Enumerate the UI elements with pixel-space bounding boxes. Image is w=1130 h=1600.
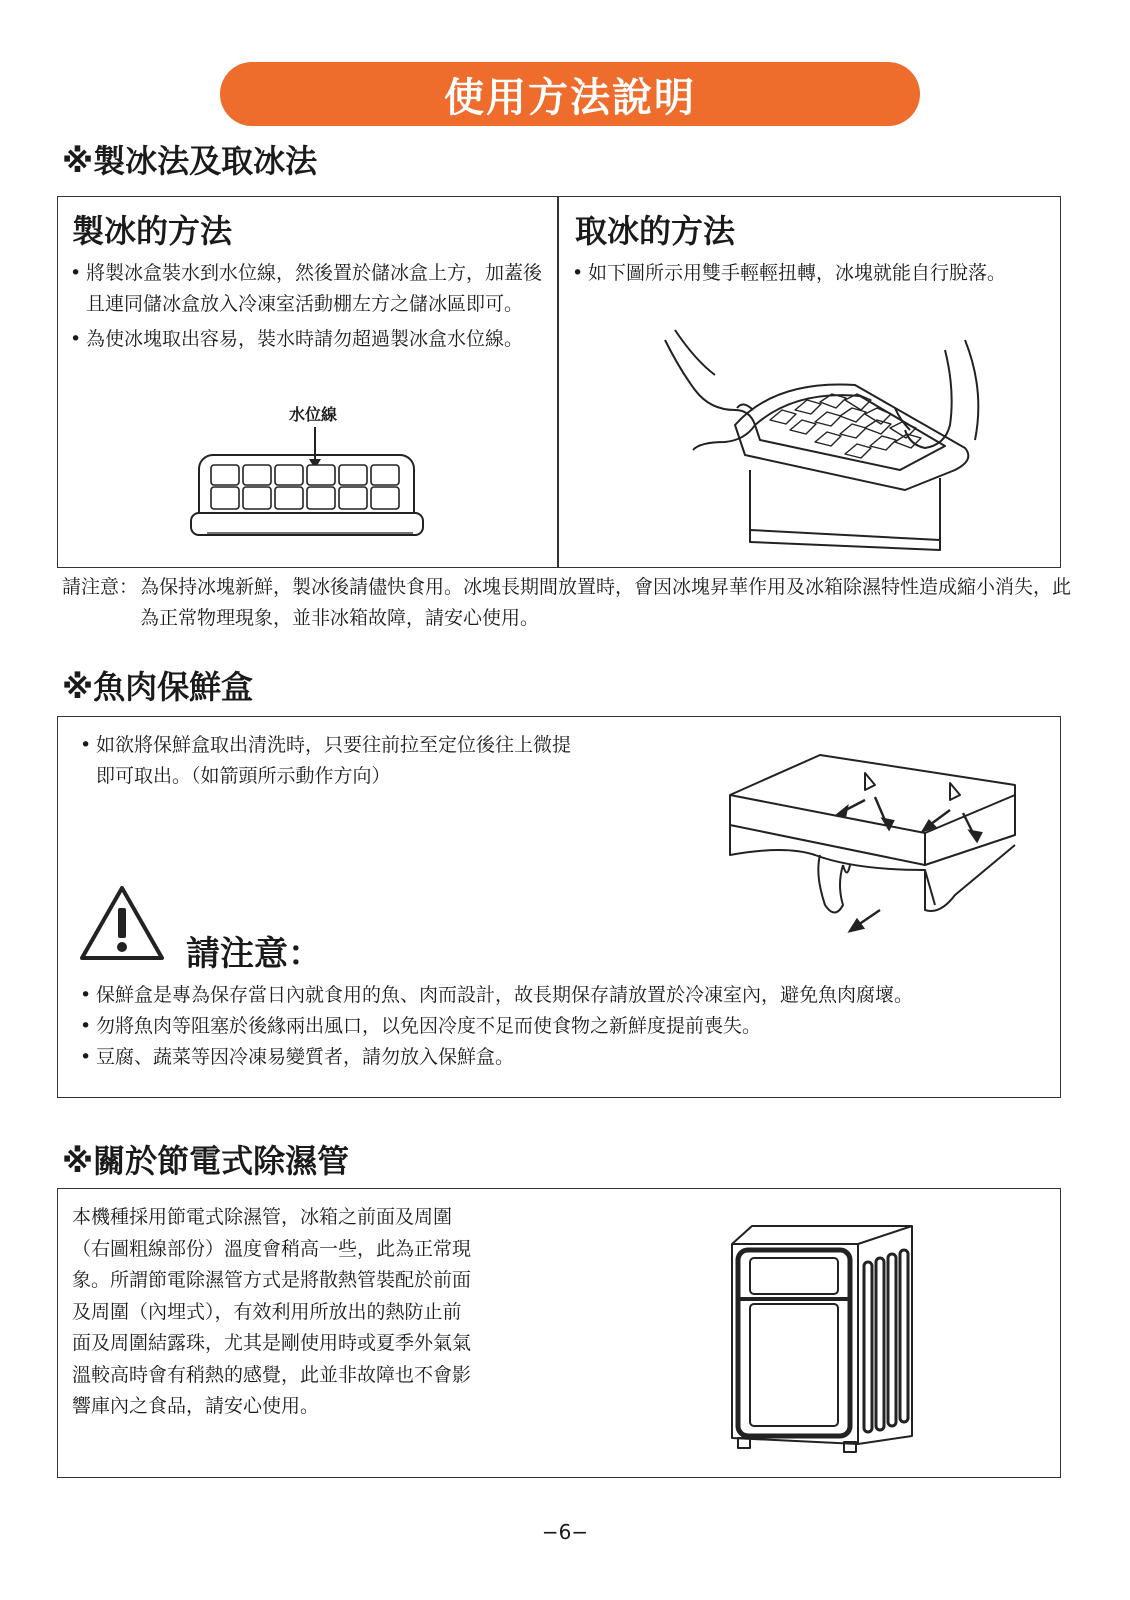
ice-note-label: 請注意： — [62, 576, 139, 598]
take-ice-title: 取冰的方法 — [575, 212, 736, 250]
twist-tray-illustration — [655, 330, 985, 550]
warning-item-2: • 勿將魚肉等阻塞於後緣兩出風口，以免因冷度不足而使食物之新鮮度提前喪失。 — [78, 1011, 1048, 1042]
warning-item-1: • 保鮮盒是專為保存當日內就食用的魚、肉而設計，故長期保存請放置於冷凍室內，避免魚肉腐壞。 — [78, 980, 1048, 1011]
make-ice-bullets — [68, 258, 548, 355]
take-ice-bullets — [570, 258, 1055, 289]
page-banner — [220, 62, 920, 126]
page-title: 使用方法說明 — [444, 74, 696, 121]
fish-bullet-1: • 如欲將保鮮盒取出清洗時，只要往前拉至定位後往上微提即可取出。（如箭頭所示動作方向） — [78, 730, 578, 792]
ice-tray-illustration — [185, 425, 430, 545]
make-ice-bullet-1: • 將製冰盒裝水到水位線，然後置於儲冰盒上方，加蓋後且連同儲冰盒放入冷凍室活動棚左方之儲冰區即可。 — [68, 258, 548, 320]
defrost-text: 本機種採用節電式除濕管，冰箱之前面及周圍（右圖粗線部份）溫度會稍高一些，此為正常現象。所謂節電除濕管方式是將散熱管裝配於前面及周圍（內埋式），有效利用所放出的熱防止前面及周圍結露珠，尤其是剛使用時或夏季外氣氣溫較高時會有稍熱的感覺，此並非故障也不會影響庫內之食品，請安心使用。 — [72, 1206, 472, 1417]
fish-bullets — [78, 730, 578, 792]
warning-title: 請注意： — [186, 934, 322, 974]
fresh-box-illustration — [725, 745, 1025, 935]
section-title-defrost: ※關於節電式除濕管 — [62, 1142, 350, 1180]
water-line-label: 水位線 — [289, 405, 338, 424]
make-ice-bullet-2: • 為使冰塊取出容易，裝水時請勿超過製冰盒水位線。 — [68, 324, 548, 355]
take-ice-bullet-1: • 如下圖所示用雙手輕輕扭轉，冰塊就能自行脫落。 — [570, 258, 1055, 289]
ice-box-divider — [557, 197, 559, 567]
section-title-ice: ※製冰法及取冰法 — [62, 142, 318, 180]
warning-item-3: • 豆腐、蔬菜等因冷凍易變質者，請勿放入保鮮盒。 — [78, 1042, 1048, 1073]
section-title-fish: ※魚肉保鮮盒 — [62, 668, 254, 706]
page-number: −6− — [541, 1520, 589, 1544]
ice-note — [62, 572, 1072, 634]
refrigerator-illustration — [728, 1222, 918, 1454]
make-ice-title: 製冰的方法 — [72, 212, 233, 250]
ice-note-text: 為保持冰塊新鮮，製冰後請儘快食用。冰塊長期間放置時，會因冰塊昇華作用及冰箱除濕特性造成縮小消失，此為正常物理現象，並非冰箱故障，請安心使用。 — [140, 576, 1072, 629]
warning-list — [78, 980, 1048, 1073]
warning-triangle-icon — [78, 884, 166, 962]
